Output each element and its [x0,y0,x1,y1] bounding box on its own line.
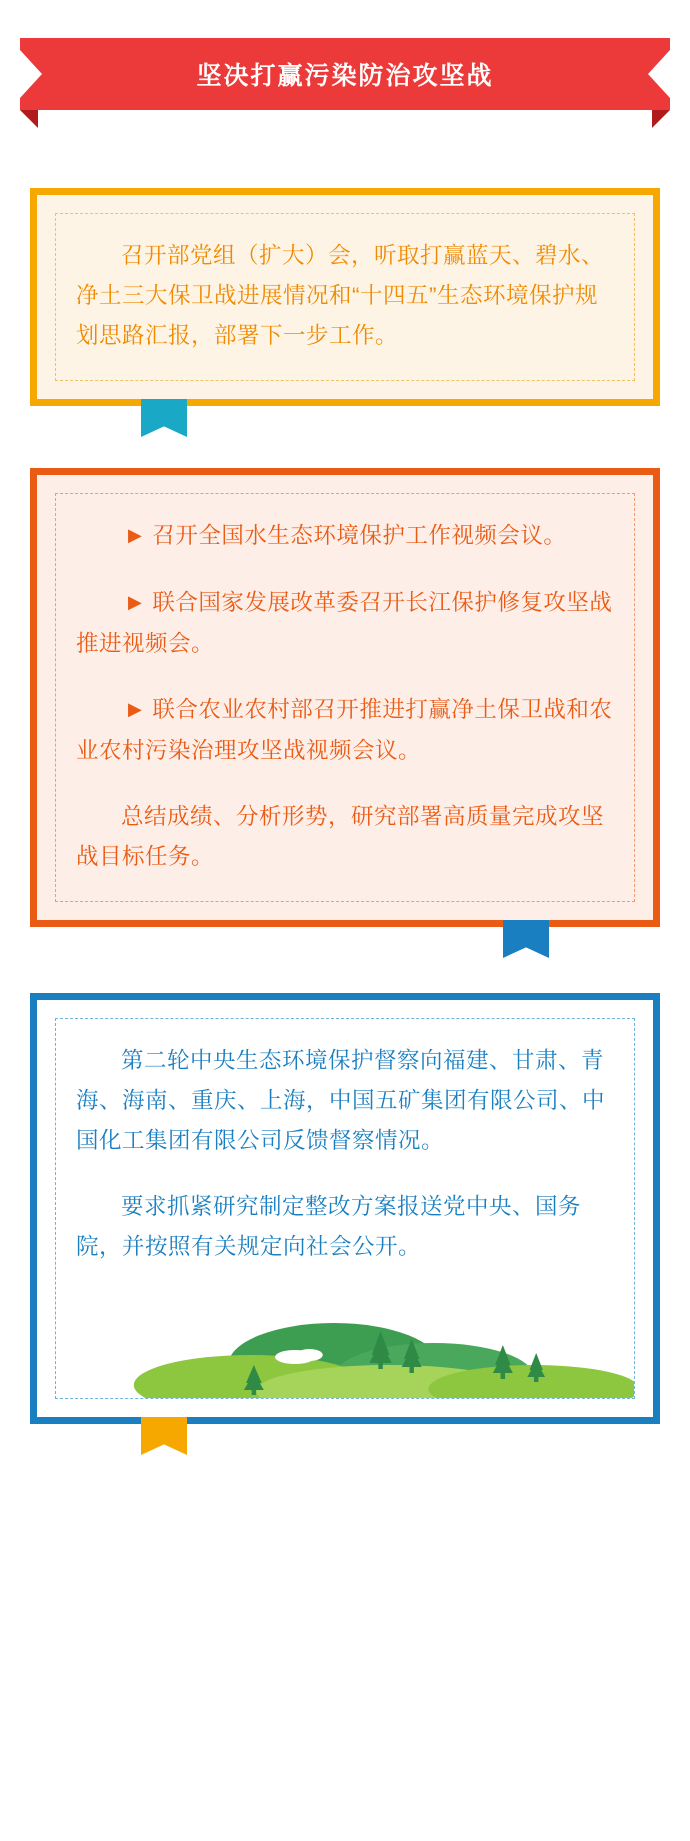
card-3-paragraph-2: 要求抓紧研究制定整改方案报送党中央、国务院，并按照有关规定向社会公开。 [76,1194,582,1259]
card-2-bullet-2-text: 联合国家发展改革委召开长江保护修复攻坚战推进视频会。 [76,590,613,656]
hills-and-trees-illustration [56,1293,634,1398]
card-2-content [55,493,635,902]
banner-fold-left [20,110,38,128]
banner-notch-left-icon [20,50,42,98]
infographic-page [0,38,690,1464]
card-video-conferences [30,468,660,927]
card-2-bullet-1-text: 召开全国水生态环境保护工作视频会议。 [152,523,567,548]
triangle-bullet-icon: ▶ [128,592,143,612]
card-1-content [55,213,635,381]
card-party-group-meeting [30,188,660,406]
connector-tab-3 [141,1417,187,1455]
spacer-2 [0,406,690,468]
card-3-paragraph-1: 第二轮中央生态环境保护督察向福建、甘肃、青海、海南、重庆、上海，中国五矿集团有限公司、中国化工集团有限公司反馈督察情况。 [76,1048,606,1153]
card-2-bullet-3 [76,690,614,771]
card-2-bullet-3-text: 联合农业农村部召开推进打赢净土保卫战和农业农村污染治理攻坚战视频会议。 [76,697,613,763]
spacer-3 [0,927,690,993]
banner [0,38,690,128]
banner-fold-right [652,110,670,128]
card-central-inspection [30,993,660,1424]
triangle-bullet-icon: ▶ [128,525,143,545]
spacer-1 [0,128,690,188]
triangle-bullet-icon: ▶ [128,699,143,719]
illustration-svg [56,1293,634,1398]
card-2-bullet-1 [76,516,614,557]
banner-notch-right-icon [648,50,670,98]
card-2-paragraph-1: 总结成绩、分析形势，研究部署高质量完成攻坚战目标任务。 [76,804,605,869]
card-2-bullet-2 [76,583,614,664]
page-title: 坚决打赢污染防治攻坚战 [196,62,494,90]
card-3-content [55,1018,635,1399]
card-1-paragraph-1: 召开部党组（扩大）会，听取打赢蓝天、碧水、净土三大保卫战进展情况和“十四五”生态环境保护规划思路汇报，部署下一步工作。 [76,243,605,348]
banner-center [55,38,635,110]
